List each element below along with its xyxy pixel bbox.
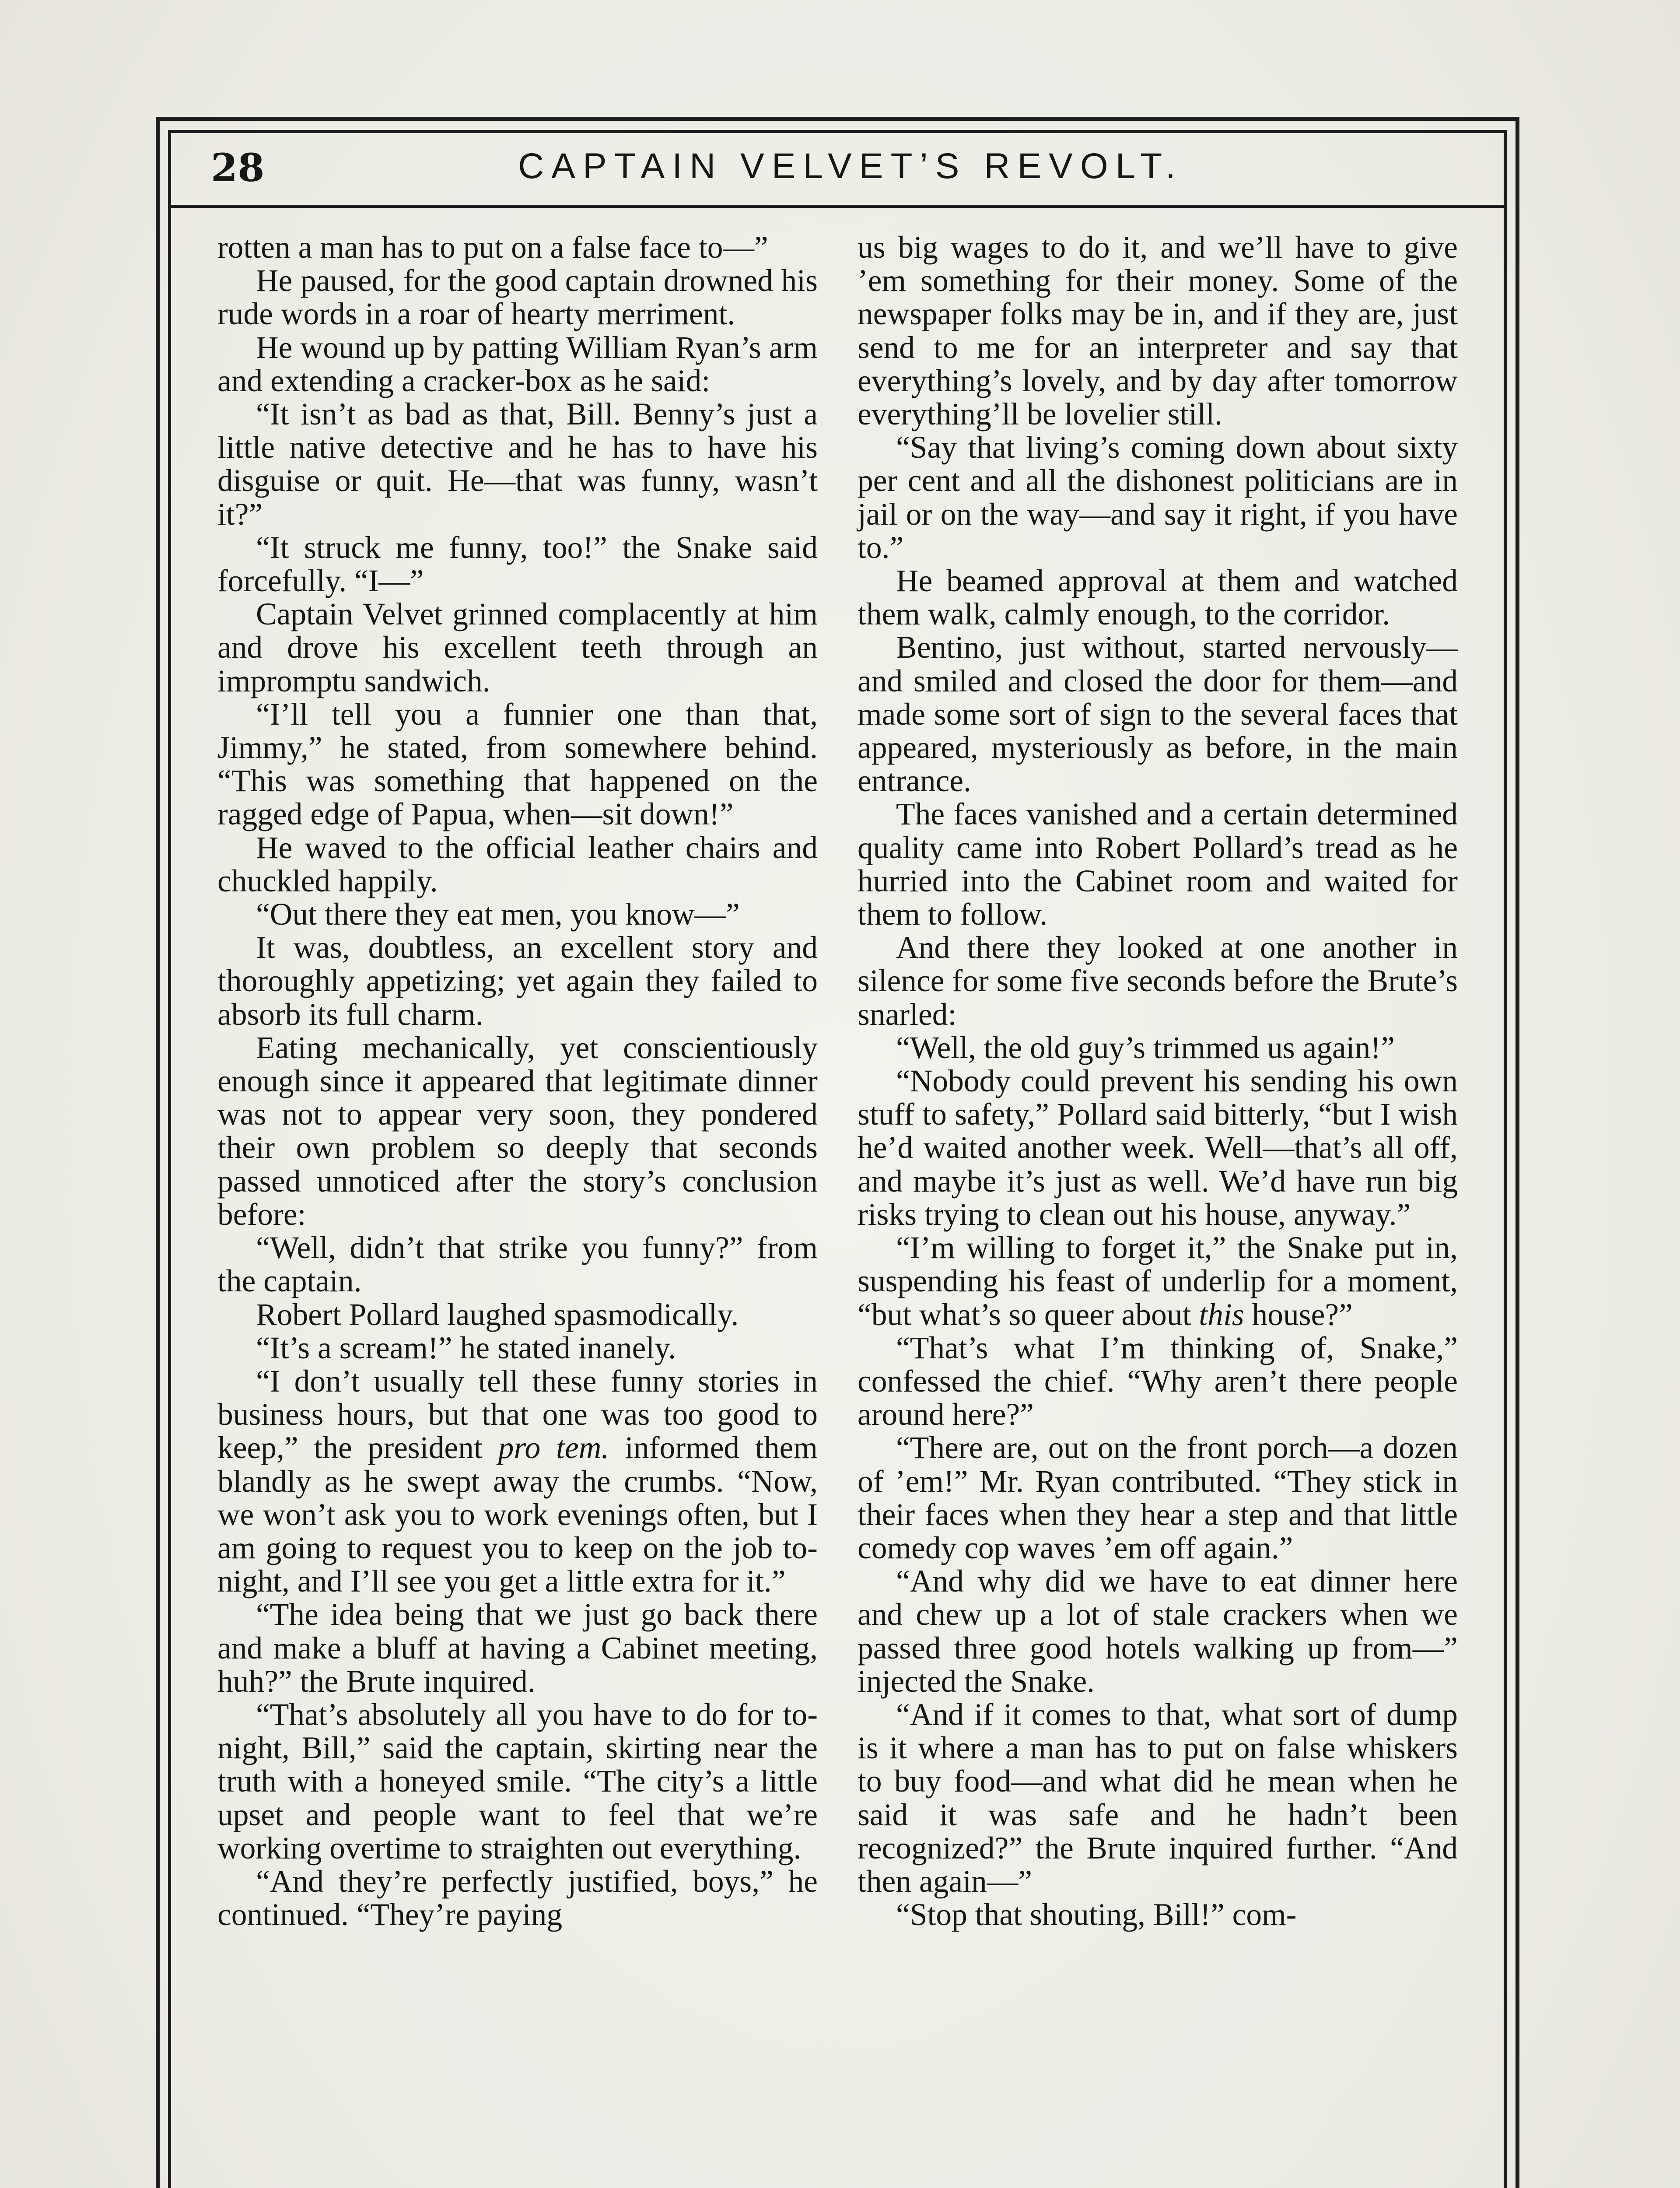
paragraph: “Nobody could prevent his sending his own stuff to safety,” Pollard said bitterly, “but I wish he’d waited another week. Well—that’s all off, and maybe it’s just as well. We’d have run big risks trying to clean out his house, anyway.” — [858, 1064, 1458, 1232]
paragraph: us big wages to do it, and we’ll have to give ’em something for their money. Some of the newspaper folks may be in, and if they are, just send to me for an interpreter and say that everything’s lovely, and by day after tomorrow everything’ll be lovelier still. — [858, 230, 1458, 432]
paragraph: rotten a man has to put on a false face to—” — [217, 230, 768, 265]
paragraph: He paused, for the good captain drowned his rude words in a roar of hearty merriment. — [217, 263, 818, 332]
text-column-right — [858, 231, 1458, 1932]
text-run: informed them blandly as he swept away the crumbs. “Now, we won’t ask you to work evenings often, but I am going to request you to keep on the job to-night, and I’ll see you get a little extra for it.” — [217, 1431, 818, 1599]
italic-text: pro tem. — [498, 1431, 609, 1466]
paragraph: “There are, out on the front porch—a dozen of ’em!” Mr. Ryan contributed. “They stick in their faces when they hear a step and that little comedy cop waves ’em off again.” — [858, 1431, 1458, 1565]
paragraph: “It’s a scream!” he stated inanely. — [256, 1330, 676, 1365]
paragraph: “And if it comes to that, what sort of dump is it where a man has to put on false whiskers to buy food—and what did he mean when he said it was safe and he hadn’t been recognized?” the Brute inquired further. “And then again—” — [858, 1697, 1458, 1899]
paragraph — [217, 1365, 818, 1598]
paragraph: And there they looked at one another in silence for some five seconds before the Brute’s snarled: — [858, 930, 1458, 1032]
text-run: “I don’t usually tell these funny stories in business hours, but that one was too good to keep,” the president — [217, 1364, 818, 1466]
page-number: 28 — [211, 145, 265, 190]
paragraph: “Say that living’s coming down about sixty per cent and all the dishonest politicians are in jail or on the way—and say it right, if you have to.” — [858, 430, 1458, 565]
paragraph: He waved to the official leather chairs and chuckled happily. — [217, 830, 818, 898]
paragraph: “That’s absolutely all you have to do for to-night, Bill,” said the captain, skirting near the truth with a honeyed smile. “The city’s a little upset and people want to feel that we’re working overtime to straighten out everything. — [217, 1697, 818, 1865]
text-run: “I’m willing to forget it,” the Snake put in, suspending his feast of underlip for a moment, “but what’s so queer about — [858, 1231, 1458, 1332]
paragraph: Captain Velvet grinned complacently at him and drove his excellent teeth through an impromptu sandwich. — [217, 597, 818, 698]
running-head-title: CAPTAIN VELVET’S REVOLT. — [518, 146, 1183, 186]
paragraph: He wound up by patting William Ryan’s arm and extending a cracker-box as he said: — [217, 330, 818, 398]
paragraph — [858, 1231, 1458, 1332]
paragraph: “That’s what I’m thinking of, Snake,” confessed the chief. “Why aren’t there people around here?” — [858, 1330, 1458, 1432]
paragraph: Eating mechanically, yet conscientiously enough since it appeared that legitimate dinner was not to appear very soon, they pondered their own problem so deeply that seconds passed unnoticed after the story’s conclusion before: — [217, 1030, 818, 1232]
paragraph: “I’ll tell you a funnier one than that, Jimmy,” he stated, from somewhere behind. “This was something that happened on the ragged edge of Papua, when—sit down!” — [217, 697, 818, 832]
paragraph: “The idea being that we just go back there and make a bluff at having a Cabinet meeting, huh?” the Brute inquired. — [217, 1597, 818, 1699]
paragraph: He beamed approval at them and watched them walk, calmly enough, to the corridor. — [858, 564, 1458, 632]
paragraph: “And why did we have to eat dinner here and chew up a lot of stale crackers when we passed three good hotels walking up from—” injected the Snake. — [858, 1564, 1458, 1699]
paragraph: “It isn’t as bad as that, Bill. Benny’s just a little native detective and he has to have his disguise or quit. He—that was funny, wasn’t it?” — [217, 397, 818, 532]
text-column-left — [217, 231, 818, 1932]
text-run: house?” — [1252, 1297, 1353, 1332]
italic-text: this — [1199, 1297, 1244, 1332]
paragraph: “And they’re perfectly justified, boys,” he continued. “They’re paying — [217, 1864, 818, 1932]
paragraph: Robert Pollard laughed spasmodically. — [256, 1297, 739, 1332]
paragraph: “It struck me funny, too!” the Snake said forcefully. “I—” — [217, 530, 818, 599]
page-header — [168, 130, 1507, 208]
paragraph: The faces vanished and a certain determined quality came into Robert Pollard’s tread as he hurried into the Cabinet room and waited for them to follow. — [858, 797, 1458, 932]
paragraph: It was, doubtless, an excellent story and thoroughly appetizing; yet again they failed to absorb its full charm. — [217, 930, 818, 1032]
paragraph: “Well, the old guy’s trimmed us again!” — [896, 1030, 1395, 1065]
paragraph: “Out there they eat men, you know—” — [256, 897, 740, 932]
paragraph: Bentino, just without, started nervously—and smiled and closed the door for them—and made some sort of sign to the several faces that appeared, mysteriously as before, in the main entrance. — [858, 630, 1458, 799]
paragraph: “Stop that shouting, Bill!” com- — [896, 1897, 1297, 1932]
paragraph: “Well, didn’t that strike you funny?” from the captain. — [217, 1231, 818, 1299]
